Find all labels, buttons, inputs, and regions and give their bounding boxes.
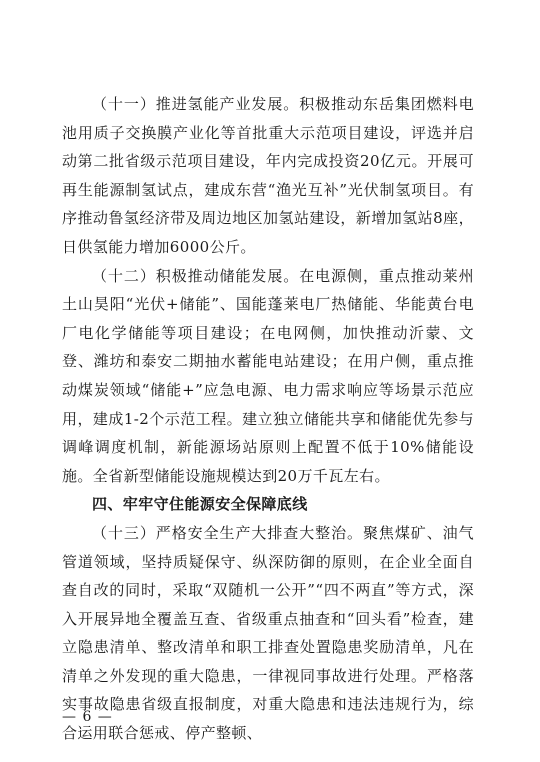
- paragraph-11-body: 积极推动东岳集团燃料电池用质子交换膜产业化等首批重大示范项目建设，评选并启动第二批省级示范项目建设，年内完成投资20亿元。开展可再生能源制氢试点，建成东营“渔光互补”光伏制氢项目。有序推动鲁氢经济带及周边地区加氢站建设，新增加氢站8座，日供氢能力增加6000公斤。: [62, 95, 475, 256]
- paragraph-13: [62, 519, 474, 748]
- paragraph-12-heading: （十二）积极推动储能发展。: [92, 266, 300, 285]
- paragraph-11: [62, 90, 474, 262]
- section-title: 四、牢牢守住能源安全保障底线: [92, 495, 308, 514]
- paragraph-12-body: 在电源侧，重点推动莱州土山昊阳“光伏+储能”、国能蓬莱电厂热储能、华能黄台电厂电化学储能等项目建设；在电网侧，加快推动沂蒙、文登、潍坊和泰安二期抽水蓄能电站建设；在用户侧，重点推动煤炭领域“储能+”应急电源、电力需求响应等场景示范应用，建成1-2个示范工程。建立独立储能共享和储能优先参与调峰调度机制，新能源场站原则上配置不低于10%储能设施。全省新型储能设施规模达到20万千瓦左右。: [62, 266, 475, 485]
- page-number: — 6 —: [62, 709, 113, 725]
- paragraph-13-heading: （十三）严格安全生产大排查大整治。: [92, 523, 363, 542]
- paragraph-12: [62, 262, 474, 491]
- paragraph-11-heading: （十一）推进氢能产业发展。: [92, 95, 300, 113]
- document-body: [62, 90, 474, 748]
- paragraph-13-body: 聚焦煤矿、油气管道领域，坚持质疑保守、纵深防御的原则，在企业全面自查自改的同时，采取“双随机一公开”“四不两直”等方式，深入开展异地全覆盖互查、省级重点抽查和“回头看”检查，建立隐患清单、整改清单和职工排查处置隐患奖励清单，凡在清单之外发现的重大隐患，一律视同事故进行处理。严格落实事故隐患省级直报制度，对重大隐患和违法违规行为，综合运用联合惩戒、停产整顿、: [62, 523, 474, 743]
